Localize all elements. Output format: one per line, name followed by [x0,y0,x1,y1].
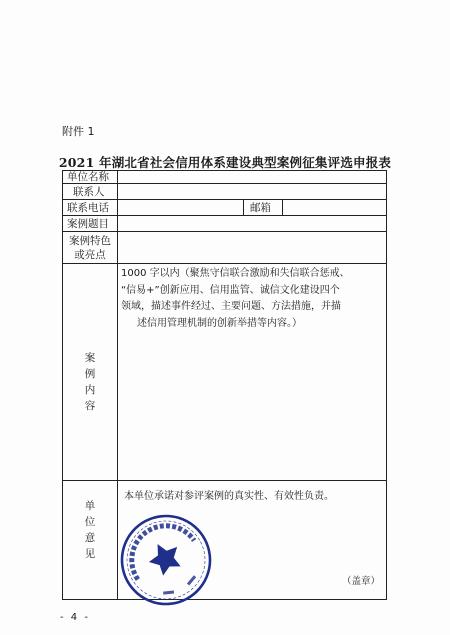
row-divider [62,480,387,481]
instruction-line: 述信用管理机制的创新举措等内容。） [137,317,302,329]
case-content-label-char: 内 [84,384,96,396]
case-content-label-char: 案 [84,352,96,364]
features-label-line2: 或亮点 [74,249,106,261]
unit-opinion-label-char: 见 [84,548,96,560]
official-seal [118,512,214,608]
seal-note: （盖章） [342,576,381,587]
form-title: 2021 年湖北省社会信用体系建设典型案例征集评选申报表 [58,155,392,170]
email-cell-divider [243,199,244,215]
case-title-label: 案例题目 [67,218,109,230]
instruction-line: “信易+”创新应用、信用监管、诚信文化建设四个 [121,284,340,296]
unit-name-label: 单位名称 [67,171,109,183]
case-content-instructions [121,266,383,332]
unit-opinion-label-char: 意 [84,532,96,544]
commitment-text: 本单位承诺对参评案例的真实性、有效性负责。 [124,491,334,502]
row-divider [62,199,387,200]
instruction-line: 领域，描述事件经过、主要问题、方法措施，并描 [121,301,341,313]
row-divider [62,263,387,264]
email-cell-divider [282,199,283,215]
features-label [63,235,117,261]
unit-opinion-label [83,498,97,562]
page-number: - 4 - [60,612,90,623]
row-divider [62,215,387,216]
case-content-label [83,350,97,414]
email-label: 邮箱 [250,202,271,214]
unit-opinion-label-char: 位 [84,516,96,528]
features-label-line1: 案例特色 [69,235,111,247]
case-content-label-char: 例 [84,368,96,380]
phone-label: 联系电话 [67,202,109,214]
attachment-label: 附件 1 [62,125,95,138]
unit-opinion-label-char: 单 [84,500,96,512]
contact-label: 联系人 [73,186,105,198]
row-divider [62,183,387,184]
row-divider [62,231,387,232]
instruction-line: 1000 字以内（聚焦守信联合激励和失信联合惩戒、 [121,268,350,279]
case-content-label-char: 容 [84,400,96,412]
